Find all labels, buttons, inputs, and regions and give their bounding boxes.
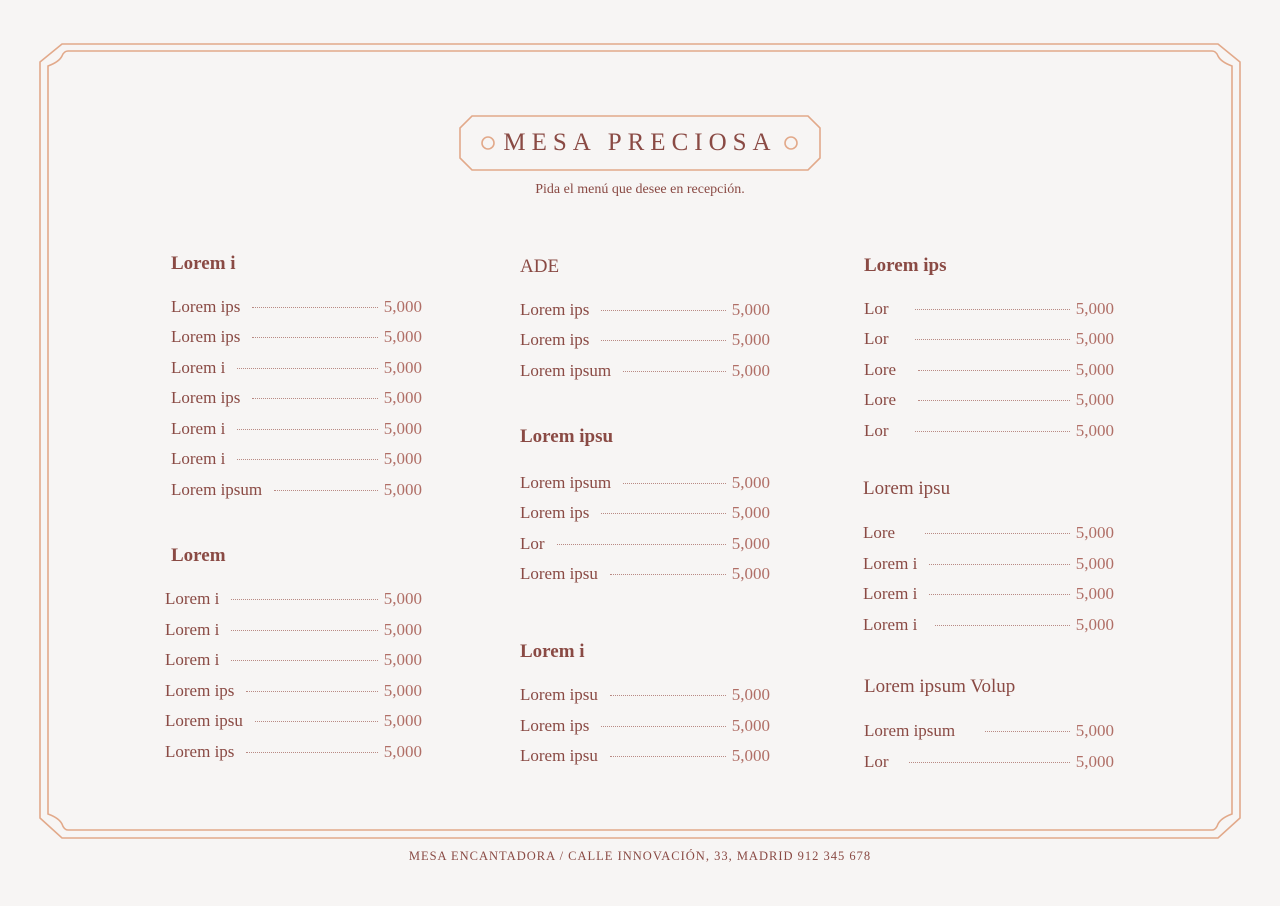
menu-item (171, 388, 422, 410)
item-price: 5,000 (731, 746, 770, 765)
dot-leader (929, 564, 1069, 565)
menu-item (520, 330, 770, 352)
menu-section (520, 641, 770, 776)
item-name: Lor (864, 752, 889, 771)
dot-leader (255, 721, 378, 722)
dot-leader (231, 660, 377, 661)
item-name: Lorem i (165, 620, 220, 639)
item-price: 5,000 (383, 297, 422, 316)
menu-item (165, 742, 422, 764)
item-name: Lorem i (165, 589, 220, 608)
item-name: Lorem i (863, 554, 918, 573)
menu-item (863, 554, 1114, 576)
item-price: 5,000 (731, 534, 770, 553)
dot-leader (925, 533, 1070, 534)
section-title: Lorem ipsum Volup (864, 676, 1016, 697)
item-name: Lorem i (165, 650, 220, 669)
dot-leader (274, 490, 378, 491)
section-title: Lorem ipsu (520, 426, 614, 447)
item-name: Lorem ips (520, 300, 590, 319)
menu-item (171, 297, 422, 319)
item-price: 5,000 (383, 620, 422, 639)
item-name: Lorem ips (171, 327, 241, 346)
dot-leader (915, 431, 1070, 432)
dot-leader (252, 398, 377, 399)
menu-item (520, 746, 770, 768)
menu-item (520, 685, 770, 707)
menu-item (864, 299, 1114, 321)
dot-leader (915, 309, 1070, 310)
item-price: 5,000 (383, 358, 422, 377)
item-price: 5,000 (1075, 390, 1114, 409)
item-price: 5,000 (383, 327, 422, 346)
item-price: 5,000 (1075, 329, 1114, 348)
menu-item (520, 473, 770, 495)
menu-section (863, 478, 1114, 643)
item-name: Lorem ips (520, 330, 590, 349)
item-name: Lorem i (863, 584, 918, 603)
item-price: 5,000 (1075, 721, 1114, 740)
menu-section (171, 253, 422, 513)
item-name: Lorem ipsu (520, 685, 598, 704)
menu-item (165, 681, 422, 703)
menu-section (864, 676, 1114, 781)
item-price: 5,000 (383, 589, 422, 608)
item-price: 5,000 (383, 742, 422, 761)
item-price: 5,000 (1075, 752, 1114, 771)
item-name: Lorem ipsum (171, 480, 263, 499)
section-title: ADE (520, 256, 560, 277)
item-price: 5,000 (731, 300, 770, 319)
menu-item (520, 361, 770, 383)
page-title: MESA PRECIOSA (503, 129, 777, 156)
dot-leader (252, 337, 377, 338)
item-price: 5,000 (731, 503, 770, 522)
menu-item (863, 615, 1114, 637)
dot-leader (246, 752, 377, 753)
menu-item (520, 564, 770, 586)
item-name: Lorem ips (171, 297, 241, 316)
menu-section (864, 255, 1114, 450)
dot-leader (915, 339, 1070, 340)
item-price: 5,000 (1075, 421, 1114, 440)
item-price: 5,000 (731, 564, 770, 583)
dot-leader (246, 691, 377, 692)
menu-item (520, 534, 770, 556)
section-title: Lorem ipsu (863, 478, 951, 499)
item-price: 5,000 (383, 419, 422, 438)
item-price: 5,000 (731, 716, 770, 735)
item-name: Lor (864, 421, 889, 440)
dot-leader (237, 459, 377, 460)
title-badge (460, 116, 820, 170)
item-price: 5,000 (383, 449, 422, 468)
menu-section (520, 256, 770, 386)
dot-leader (610, 756, 726, 757)
item-name: Lorem i (171, 358, 226, 377)
dot-leader (601, 513, 725, 514)
dot-leader (610, 695, 726, 696)
item-price: 5,000 (1075, 523, 1114, 542)
item-name: Lorem i (171, 449, 226, 468)
item-name: Lore (863, 523, 896, 542)
menu-item (520, 716, 770, 738)
page-subtitle: Pida el menú que desee en recepción. (535, 182, 745, 197)
menu-item (864, 421, 1114, 443)
item-price: 5,000 (383, 681, 422, 700)
item-name: Lorem ipsu (520, 564, 598, 583)
item-price: 5,000 (1075, 584, 1114, 603)
item-name: Lore (864, 360, 897, 379)
item-name: Lorem i (171, 419, 226, 438)
dot-leader (237, 368, 377, 369)
menu-item (520, 300, 770, 322)
dot-leader (601, 726, 725, 727)
section-title: Lorem ips (864, 255, 947, 276)
item-name: Lorem ips (520, 503, 590, 522)
dot-leader (935, 625, 1069, 626)
item-price: 5,000 (1075, 554, 1114, 573)
menu-item (171, 449, 422, 471)
footer-address: MESA ENCANTADORA / CALLE INNOVACIÓN, 33, MADRID 912 345 678 (408, 849, 872, 863)
item-price: 5,000 (731, 685, 770, 704)
menu-item (165, 711, 422, 733)
menu-item (165, 650, 422, 672)
menu-item (520, 503, 770, 525)
menu-item (864, 721, 1114, 743)
menu-item (171, 358, 422, 380)
menu-item (864, 360, 1114, 382)
menu-section (520, 426, 770, 591)
dot-leader (601, 310, 725, 311)
dot-leader (231, 630, 377, 631)
dot-leader (231, 599, 377, 600)
item-name: Lor (864, 299, 889, 318)
item-price: 5,000 (1075, 360, 1114, 379)
item-price: 5,000 (731, 361, 770, 380)
dot-leader (610, 574, 726, 575)
dot-leader (237, 429, 377, 430)
item-name: Lorem ips (165, 742, 235, 761)
menu-item (165, 620, 422, 642)
dot-leader (557, 544, 726, 545)
menu-item (863, 523, 1114, 545)
menu-item (165, 589, 422, 611)
menu-item (171, 327, 422, 349)
item-price: 5,000 (731, 330, 770, 349)
menu-item (864, 752, 1114, 774)
menu-item (863, 584, 1114, 606)
section-title: Lorem i (171, 253, 236, 274)
item-name: Lor (864, 329, 889, 348)
dot-leader (918, 400, 1070, 401)
item-price: 5,000 (383, 388, 422, 407)
dot-leader (929, 594, 1069, 595)
menu-item (864, 329, 1114, 351)
item-name: Lorem ips (165, 681, 235, 700)
item-price: 5,000 (731, 473, 770, 492)
item-name: Lor (520, 534, 545, 553)
dot-leader (623, 483, 726, 484)
dot-leader (909, 762, 1070, 763)
section-title: Lorem i (520, 641, 585, 662)
item-name: Lorem ipsum (520, 361, 612, 380)
menu-item (171, 480, 422, 502)
item-name: Lorem ipsum (520, 473, 612, 492)
dot-leader (918, 370, 1070, 371)
item-name: Lorem i (863, 615, 918, 634)
item-price: 5,000 (383, 480, 422, 499)
item-price: 5,000 (1075, 615, 1114, 634)
item-price: 5,000 (383, 650, 422, 669)
dot-leader (252, 307, 377, 308)
item-price: 5,000 (383, 711, 422, 730)
item-name: Lore (864, 390, 897, 409)
menu-section (165, 545, 422, 770)
section-title: Lorem (171, 545, 226, 566)
item-name: Lorem ipsu (520, 746, 598, 765)
menu-item (171, 419, 422, 441)
item-name: Lorem ipsu (165, 711, 243, 730)
dot-leader (985, 731, 1070, 732)
item-name: Lorem ips (520, 716, 590, 735)
menu-item (864, 390, 1114, 412)
item-price: 5,000 (1075, 299, 1114, 318)
item-name: Lorem ips (171, 388, 241, 407)
dot-leader (623, 371, 726, 372)
item-name: Lorem ipsum (864, 721, 956, 740)
dot-leader (601, 340, 725, 341)
